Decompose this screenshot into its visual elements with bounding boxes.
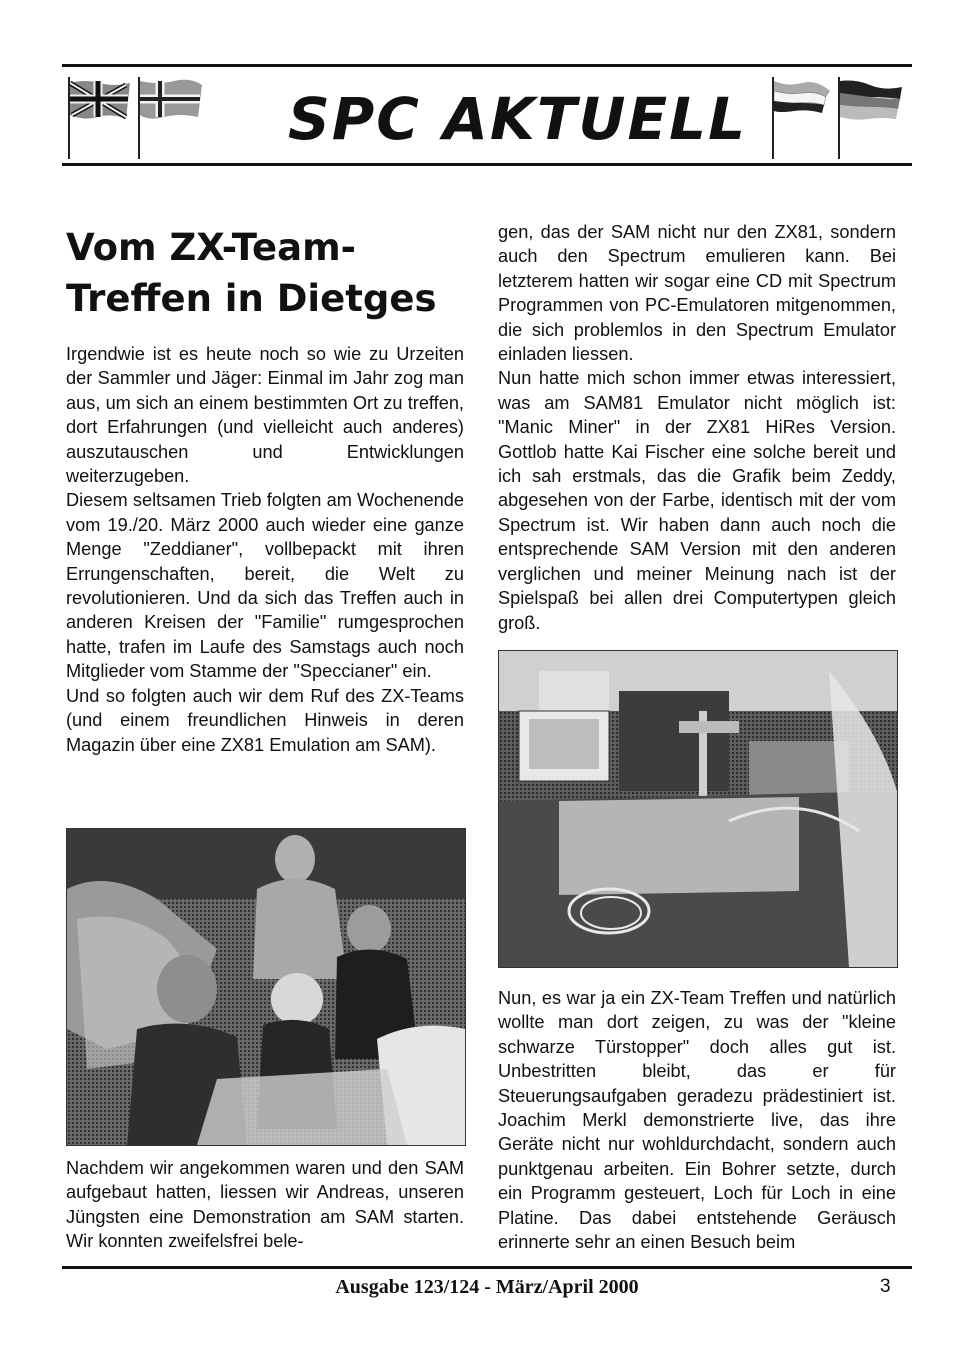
photo-drilling-machine (498, 650, 898, 968)
banner-title: SPC AKTUELL (288, 85, 748, 153)
german-flag-icon (840, 79, 902, 123)
paragraph: Nachdem wir angekommen waren und den SAM aufgebaut hatten, liessen wir Andreas, unseren Jüngsten eine Demonstration am SAM starten. Wir konnten zweifelsfrei bele- (66, 1158, 464, 1252)
footer-rule (62, 1266, 912, 1269)
paragraph: Irgendwie ist es heute noch so wie zu Urzeiten der Sammler und Jäger: Einmal im Jahr zog man aus, um sich an einem bestimmten Ort zu treffen, dort Erfahrungen (und vielleicht auch anderes) auszutauschen und Entwicklungen weiterzugeben. (66, 344, 464, 487)
page-number: 3 (880, 1276, 891, 1297)
left-column-top (66, 342, 464, 757)
scandinavian-flag-icon (140, 79, 202, 119)
header-banner (62, 64, 912, 166)
paragraph: Diesem seltsamen Trieb folgten am Wochenende vom 19./20. März 2000 auch wieder eine ganze Menge "Zeddianer", vollbepackt mit ihren Errungenschaften, bereit, die Welt zu revolutionieren. Und da sich das Treffen auch in anderen Kreisen der "Familie" rumgesprochen hatte, trafen im Laufe des Samstags auch noch Mitglieder vom Stamme der "Speccianer" ein. (66, 490, 464, 682)
left-column-bottom (66, 1156, 464, 1254)
paragraph: Nun hatte mich schon immer etwas interessiert, was am SAM81 Emulator nicht möglich ist: "Manic Miner" in der ZX81 HiRes Version. Gottlob hatte Kai Fischer eine solche bereit und ich sah erstmals, das die Grafik beim Zeddy, abgesehen von der Farbe, identisch mit der vom Spectrum ist. Wir haben dann auch noch die entsprechende SAM Version mit den anderen verglichen und meiner Meinung nach ist der Spielspaß bei allen drei Computertypen gleich groß. (498, 368, 896, 633)
photo-people-at-computers (66, 828, 466, 1146)
paragraph: Nun, es war ja ein ZX-Team Treffen und natürlich wollte man dort zeigen, zu was der "kleine schwarze Türstopper" doch alles gut ist. Unbestritten bleibt, das er für Steuerungsaufgaben geradezu prädestiniert ist. Joachim Merkl demonstrierte live, das ihre Geräte nicht nur wohldurchdacht, sondern auch punktgenau arbeiten. Ein Bohrer setzte, durch ein Programm gesteuert, Loch für Loch in eine Platine. Das dabei entstehende Geräusch erinnerte sehr an einen Besuch beim (498, 988, 896, 1253)
right-column-top (498, 220, 896, 635)
article-headline: Vom ZX-Team-Treffen in Dietges (66, 226, 437, 320)
uk-flag-icon (70, 79, 130, 119)
paragraph: Und so folgten auch wir dem Ruf des ZX-Teams (und einem freundlichen Hinweis in deren Magazin über eine ZX81 Emulation am SAM). (66, 685, 464, 755)
issue-line: Ausgabe 123/124 - März/April 2000 (335, 1276, 639, 1298)
right-column-bottom (498, 986, 896, 1254)
paragraph: gen, das der SAM nicht nur den ZX81, sondern auch den Spectrum emulieren kann. Bei letzterem hatten wir sogar eine CD mit Spectrum Programmen von PC-Emulatoren mitgenommen, die sich problemlos in den Spectrum Emulator einladen liessen. (498, 222, 896, 365)
dutch-flag-icon (774, 79, 830, 119)
